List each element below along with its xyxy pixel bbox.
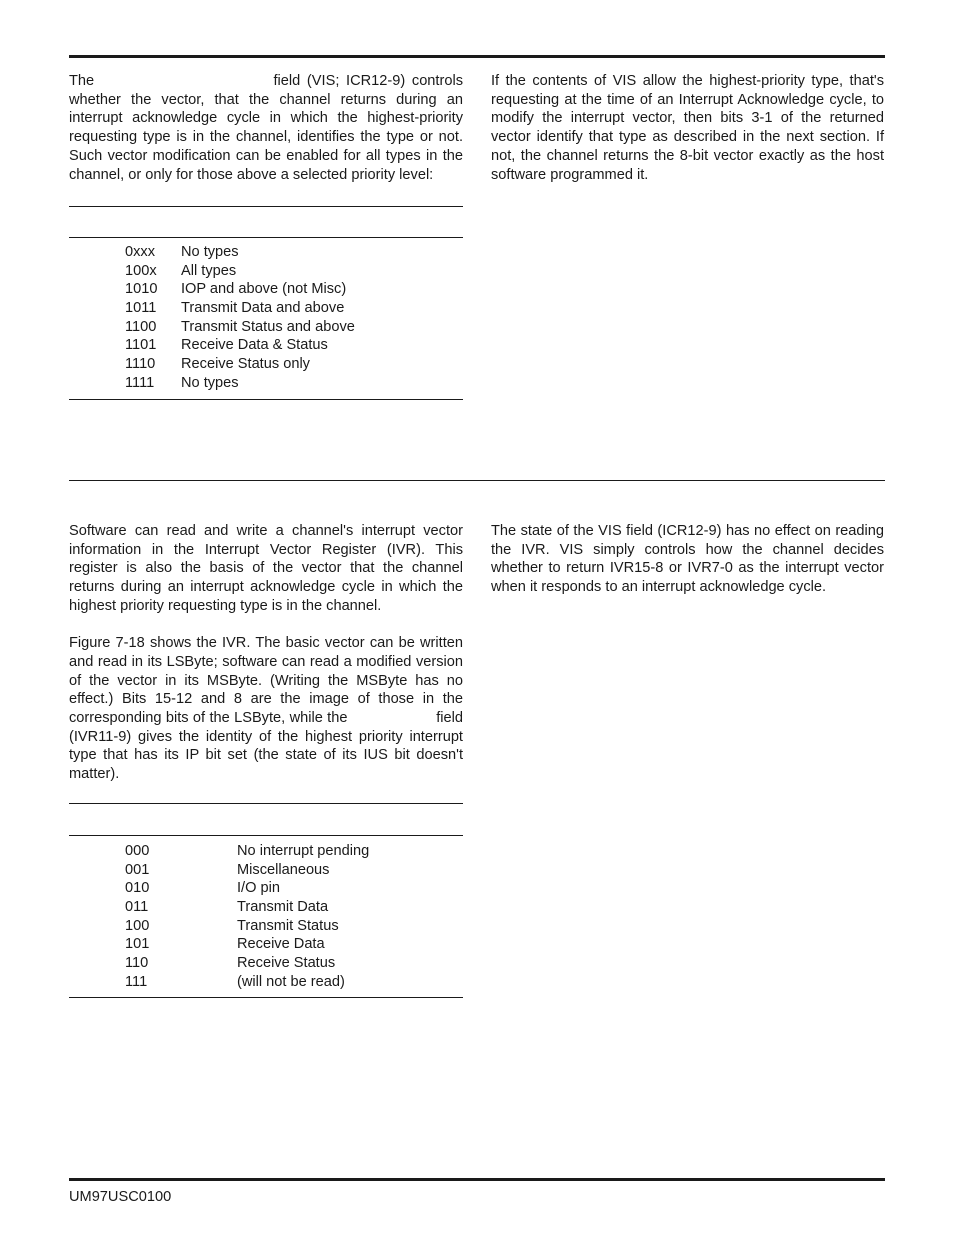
ivr-figure-paragraph — [69, 634, 463, 784]
type-table-header-rule — [69, 835, 463, 836]
type-table — [69, 842, 463, 992]
table-row — [69, 861, 463, 880]
table-row — [69, 336, 463, 355]
type-code: 111 — [125, 973, 148, 990]
type-desc: Transmit Data — [237, 899, 329, 916]
section-divider-rule — [69, 480, 885, 481]
type-desc: No interrupt pending — [237, 843, 370, 859]
table-row — [69, 299, 463, 318]
type-desc: (will not be read) — [237, 973, 345, 990]
vis-table-top-rule — [69, 206, 463, 207]
type-desc: Receive Status — [237, 955, 336, 972]
type-table-bottom-rule — [69, 997, 463, 998]
vis-desc: Transmit Status and above — [181, 318, 355, 335]
table-row — [69, 280, 463, 299]
ivr-figure-text-b: field (IVR11-9) gives the identity of the highest priority interrupt type that has its IP bit set (the state of its IUS bit doesn't matter). — [69, 710, 464, 783]
table-row — [69, 954, 463, 973]
table-row — [69, 243, 463, 262]
table-row — [69, 262, 463, 281]
document-code: UM97USC0100 — [69, 1189, 172, 1205]
ivr-vis-text: The state of the VIS field (ICR12-9) has no effect on reading the IVR. VIS simply controls how the channel decides whether to return IVR15-8 or IVR7-0 as the interrupt vector when it responds to an interrupt acknowledge cycle. — [491, 523, 884, 596]
vis-desc: IOP and above (not Misc) — [181, 281, 347, 298]
type-code: 110 — [125, 955, 149, 972]
type-table-top-rule — [69, 803, 463, 804]
vis-modify-text: If the contents of VIS allow the highest-priority type, that's requesting at the time of an Interrupt Acknowledge cycle, to modify the interrupt vector, then bits 3-1 of the returned vector identify that type as described in the next section. If not, the channel returns the 8-bit vector exactly as the host software programmed it. — [491, 73, 884, 183]
vis-desc: Receive Data & Status — [181, 337, 328, 354]
vis-para-lead: The — [69, 73, 95, 89]
vis-table-bottom-rule — [69, 399, 463, 400]
type-desc: Transmit Status — [237, 917, 339, 934]
vis-desc: No types — [181, 374, 239, 391]
table-row — [69, 917, 463, 936]
vis-code: 1011 — [125, 300, 157, 317]
vis-modify-paragraph — [491, 72, 884, 184]
ivr-intro-paragraph: Software can read and write a channel's interrupt vector information in the Interrupt Vector Register (IVR). This register is also the basis of the vector that the channel returns during an interrupt acknowledge cycle in which the highest priority requesting type is in the channel. — [69, 523, 463, 614]
table-row — [69, 973, 463, 992]
type-code: 000 — [125, 843, 150, 859]
vis-code: 1101 — [125, 337, 157, 354]
vis-description-paragraph — [69, 72, 463, 184]
type-desc: I/O pin — [237, 880, 280, 897]
vis-table-header-rule — [69, 237, 463, 238]
vis-para-body: field (VIS; ICR12-9) controls whether the vector, that the channel returns during an interrupt acknowledge cycle in which the highest-priority requesting type is in the channel, identifies the type or not. Such vector modification can be enabled for all types in the channel, or only for those above a selected priority level: — [69, 73, 463, 183]
vis-code: 1110 — [125, 356, 156, 373]
type-code: 101 — [125, 936, 150, 953]
ivr-vis-paragraph — [491, 522, 884, 597]
type-desc: Miscellaneous — [237, 861, 330, 878]
vis-code: 1100 — [125, 318, 157, 335]
table-row — [69, 318, 463, 337]
type-code: 011 — [125, 899, 149, 916]
vis-desc: Transmit Data and above — [181, 300, 345, 317]
type-code: 001 — [125, 861, 150, 878]
table-row — [69, 898, 463, 917]
vis-code: 1010 — [125, 281, 158, 298]
type-code: 100 — [125, 917, 150, 934]
vis-code: 1111 — [125, 374, 155, 391]
ivr-figure-text-a: Figure 7-18 shows the IVR. The basic vector can be written and read in its LSByte; software can read a modified version of the vector in its MSByte. (Writing the MSByte has no effect.) Bits 15-12 and 8 are the image of those in the corresponding bits of the LSByte, while the — [69, 635, 463, 727]
vis-desc: Receive Status only — [181, 356, 310, 373]
vis-desc: No types — [181, 244, 239, 260]
table-row — [69, 374, 463, 393]
header-rule — [69, 55, 885, 58]
ivr-description-column — [69, 522, 463, 784]
footer-rule — [69, 1178, 885, 1181]
vis-table — [69, 243, 463, 393]
vis-desc: All types — [181, 262, 237, 279]
type-code: 010 — [125, 880, 150, 897]
table-row — [69, 355, 463, 374]
vis-code: 100x — [125, 262, 157, 279]
type-desc: Receive Data — [237, 936, 325, 953]
vis-code: 0xxx — [125, 244, 156, 260]
table-row — [69, 935, 463, 954]
table-row — [69, 842, 463, 861]
table-row — [69, 879, 463, 898]
